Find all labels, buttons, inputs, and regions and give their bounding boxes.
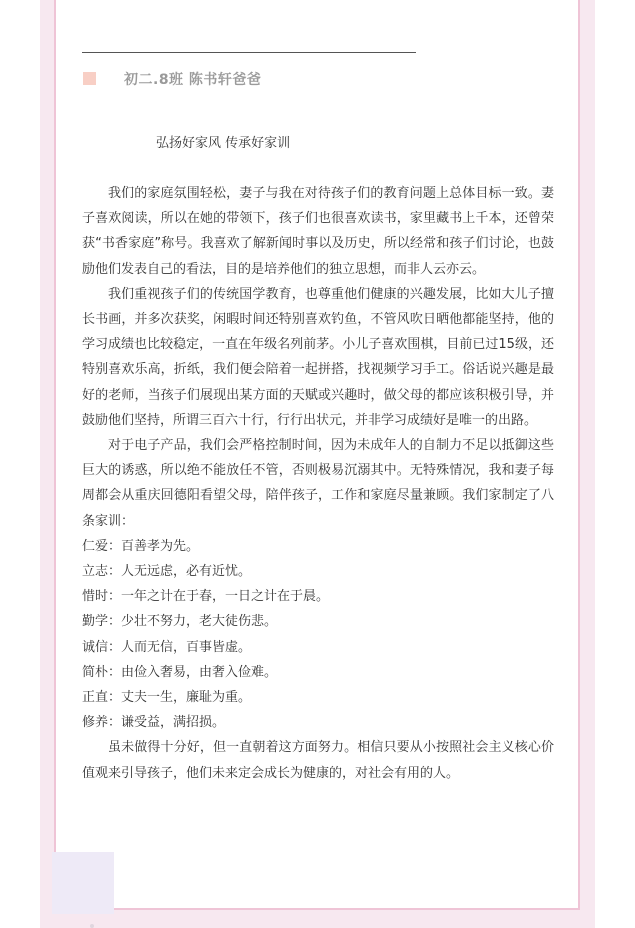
decorative-dot (90, 924, 94, 928)
article-title: 弘扬好家风 传承好家训 (156, 136, 291, 151)
bullet-square-icon (83, 72, 96, 85)
family-rule: 正直：丈夫一生，廉耻为重。 (82, 690, 252, 706)
paragraph-closing: 虽未做得十分好，但一直朝着这方面努力。相信只要从小按照社会主义核心价值观来引导孩子，他们未来定会成长为健康的，对社会有用的人。 (82, 740, 554, 781)
family-rule: 修养：谦受益，满招损。 (82, 715, 226, 731)
paragraph-electronics: 对于电子产品，我们会严格控制时间，因为未成年人的自制力不足以抵御这些巨大的诱惑，所以绝不能放任不管，否则极易沉溺其中。无特殊情况，我和妻子每周都会从重庆回德阳看望父母，陪伴孩子，工作和家庭尽量兼顾。我们家制定了八条家训： (82, 438, 554, 529)
paragraph-interests: 我们重视孩子们的传统国学教育，也尊重他们健康的兴趣发展，比如大儿子擅长书画，并多次获奖，闲暇时间还特别喜欢钓鱼，不管风吹日晒他都能坚持，他的学习成绩也比较稳定，一直在年级名列前茅。小儿子喜欢围棋，目前已过15级，还特别喜欢乐高，折纸，我们便会陪着一起拼搭，找视频学习手工。俗话说兴趣是最好的老师，当孩子们展现出某方面的天赋或兴趣时，做父母的都应该积极引导，并鼓励他们坚持，所谓三百六十行，行行出状元，并非学习成绩好是唯一的出路。 (82, 286, 554, 428)
paragraph-family-atmosphere: 我们的家庭氛围轻松，妻子与我在对待孩子们的教育问题上总体目标一致。妻子喜欢阅读，所以在她的带领下，孩子们也很喜欢读书，家里藏书上千本，还曾荣获“书香家庭”称号。我喜欢了解新闻时事以及历史，所以经常和孩子们讨论，也鼓励他们发表自己的看法，目的是培养他们的独立思想，而非人云亦云。 (82, 186, 554, 277)
family-rule: 仁爱：百善孝为先。 (82, 538, 200, 554)
family-rule: 立志：人无远虑，必有近忧。 (82, 564, 252, 580)
author-label: 初二.8班 陈书轩爸爸 (124, 72, 262, 88)
article-body (82, 181, 554, 786)
corner-decoration (52, 852, 114, 914)
family-rule: 简朴：由俭入奢易，由奢入俭难。 (82, 664, 278, 680)
family-rule: 诚信：人而无信，百事皆虚。 (82, 639, 252, 655)
family-rule: 勤学：少壮不努力，老大徒伤悲。 (82, 614, 278, 630)
family-rule: 惜时：一年之计在于春，一日之计在于晨。 (82, 589, 330, 605)
header-divider (82, 52, 416, 53)
